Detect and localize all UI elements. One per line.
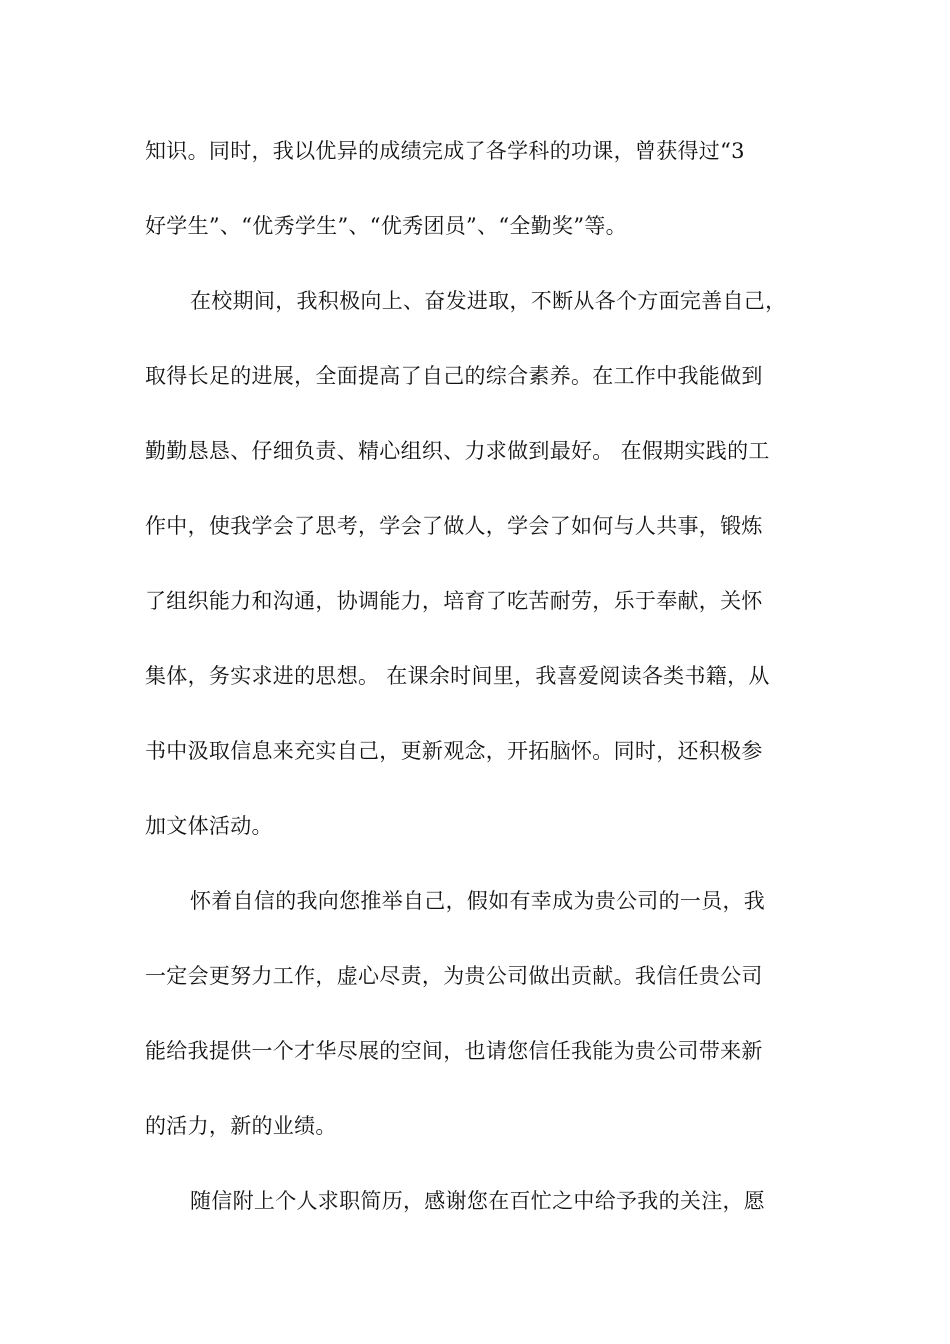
paragraph-line: 一定会更努力工作，虚心尽责，为贵公司做出贡献。我信任贵公司 xyxy=(145,964,763,988)
paragraph-line: 取得长足的进展，全面提高了自己的综合素养。在工作中我能做到 xyxy=(145,364,763,388)
paragraph-line: 加文体活动。 xyxy=(145,814,273,838)
paragraph-line: 勤勤恳恳、仔细负责、精心组织、力求做到最好。 在假期实践的工 xyxy=(145,439,770,463)
paragraph-line: 书中汲取信息来充实自己，更新观念，开拓脑怀。同时，还积极参 xyxy=(145,739,763,763)
paragraph-line: 的活力，新的业绩。 xyxy=(145,1114,337,1138)
paragraph-line: 知识。同时，我以优异的成绩完成了各学科的功课，曾获得过“3 xyxy=(145,139,745,163)
paragraph-line: 能给我提供一个才华尽展的空间，也请您信任我能为贵公司带来新 xyxy=(145,1039,763,1063)
paragraph-line: 在校期间，我积极向上、奋发进取，不断从各个方面完善自己， xyxy=(190,289,787,313)
paragraph-line: 作中，使我学会了思考，学会了做人，学会了如何与人共事，锻炼 xyxy=(145,514,763,538)
paragraph-line: 随信附上个人求职简历，感谢您在百忙之中给予我的关注，愿 xyxy=(190,1189,766,1213)
paragraph-line: 了组织能力和沟通，协调能力，培育了吃苦耐劳，乐于奉献，关怀 xyxy=(145,589,763,613)
paragraph-line: 好学生”、“优秀学生”、“优秀团员”、“全勤奖”等。 xyxy=(145,214,627,238)
paragraph-line: 集体，务实求进的思想。 在课余时间里，我喜爱阅读各类书籍，从 xyxy=(145,664,770,688)
paragraph-line: 怀着自信的我向您推举自己，假如有幸成为贵公司的一员，我 xyxy=(190,889,766,913)
